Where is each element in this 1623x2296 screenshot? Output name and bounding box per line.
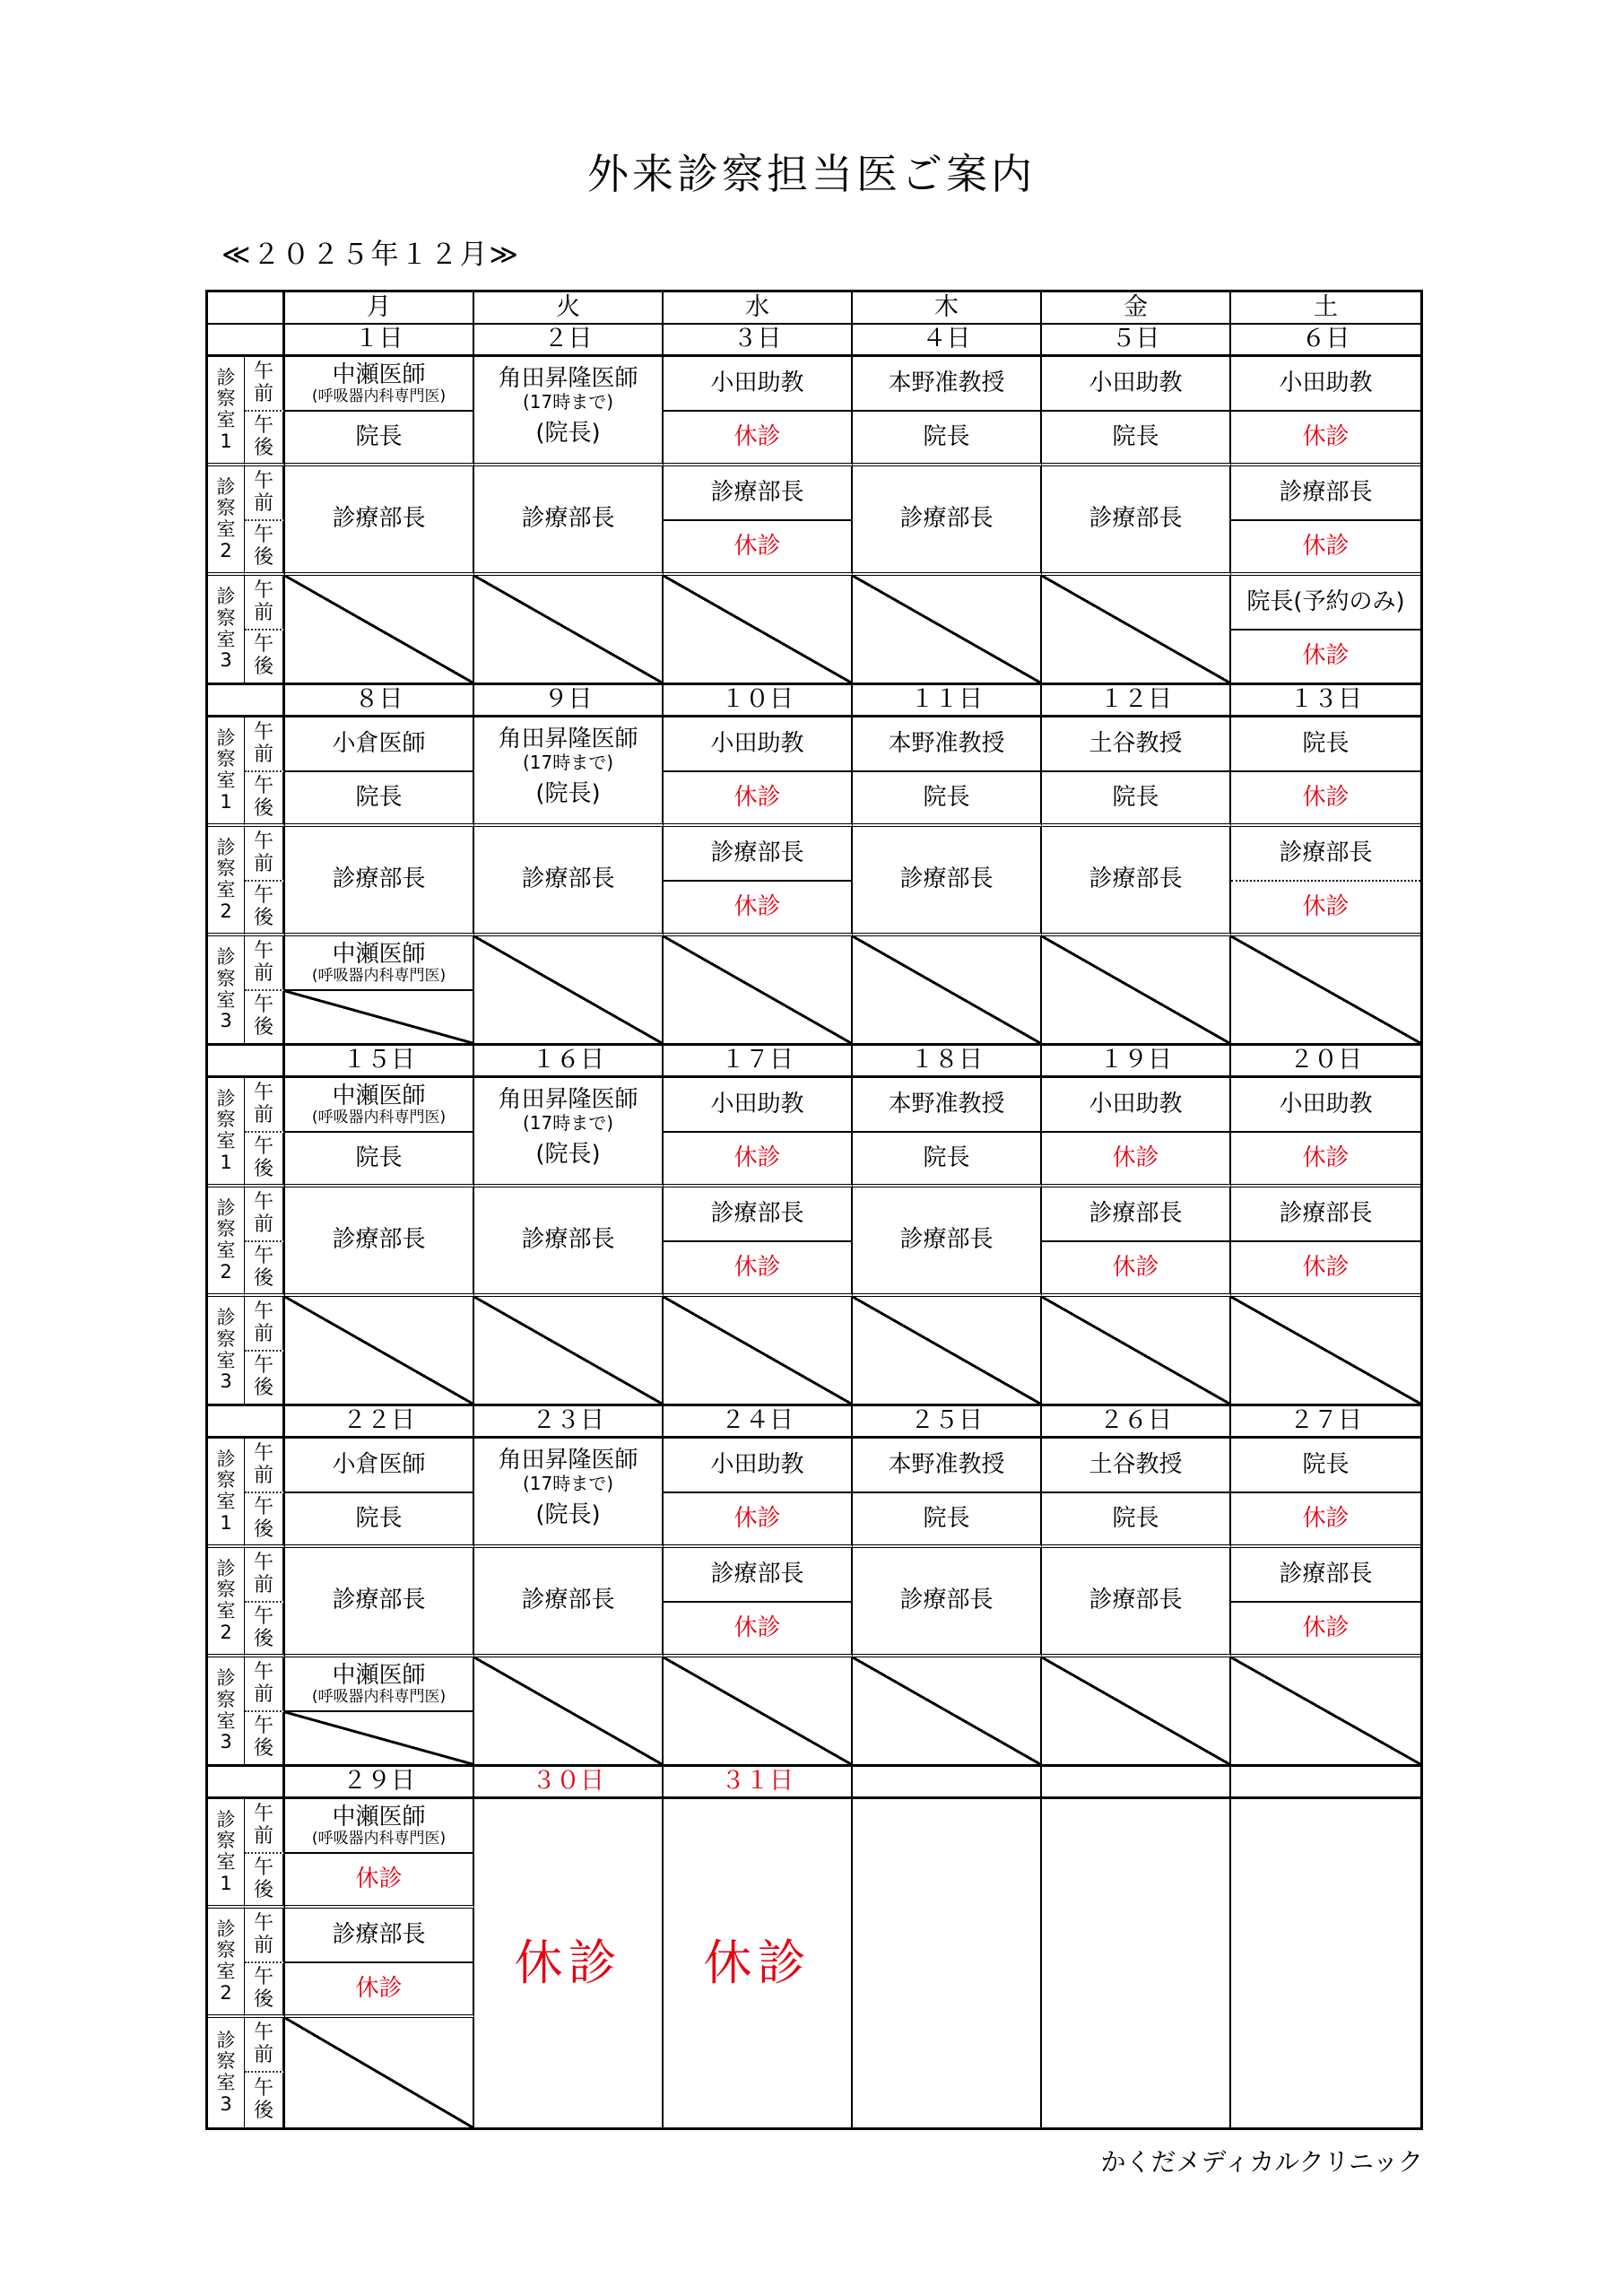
closed-cell: 休診 (664, 1603, 853, 1657)
doctor-cell: 本野准教授 (853, 1439, 1042, 1493)
diagonal-cell (1042, 576, 1231, 685)
weekday-header: 火 (474, 292, 664, 325)
date-cell: ３１日 (664, 1767, 853, 1799)
closed-cell: 休診 (1231, 631, 1420, 685)
weekday-header: 水 (664, 292, 853, 325)
week-block (208, 1046, 1420, 1406)
date-cell: １６日 (474, 1046, 664, 1078)
closed-cell: 休診 (1231, 772, 1420, 827)
empty-cell (1231, 1799, 1420, 2127)
date-cell: ２０日 (1231, 1046, 1420, 1078)
doctor-cell: 中瀬医師 (呼吸器内科専門医) (285, 357, 474, 412)
weekday-header: 月 (285, 292, 474, 325)
date-cell: １０日 (664, 685, 853, 718)
doctor-cell: 本野准教授 (853, 718, 1042, 772)
closed-cell: 休診 (285, 1963, 474, 2018)
doctor-cell: 診療部長 (1042, 827, 1231, 936)
pm-label: 午 後 (245, 1133, 285, 1187)
doctor-cell: 小田助教 (1231, 1078, 1420, 1133)
am-label: 午 前 (245, 2018, 285, 2073)
diagonal-cell (285, 2018, 474, 2127)
doctor-cell: 診療部長 (853, 1187, 1042, 1297)
diagonal-cell (285, 1712, 474, 1767)
date-cell: ２２日 (285, 1406, 474, 1439)
date-cell: ６日 (1231, 325, 1420, 357)
date-cell: ２５日 (853, 1406, 1042, 1439)
weekday-header-row (208, 292, 1420, 325)
date-cell (853, 1767, 1042, 1799)
weekday-header: 土 (1231, 292, 1420, 325)
doctor-cell: 診療部長 (1231, 1187, 1420, 1242)
closed-cell: 休診 (664, 1242, 853, 1297)
doctor-cell: 診療部長 (1231, 466, 1420, 521)
date-cell: ３０日 (474, 1767, 664, 1799)
doctor-cell: 院長 (1042, 1493, 1231, 1548)
date-cell: １９日 (1042, 1046, 1231, 1078)
am-label: 午 前 (245, 1799, 285, 1854)
schedule-table (205, 290, 1423, 2130)
pm-label: 午 後 (245, 1854, 285, 1909)
weekday-header: 木 (853, 292, 1042, 325)
closed-cell: 休診 (1231, 1603, 1420, 1657)
am-label: 午 前 (245, 1078, 285, 1133)
diagonal-cell (1231, 1657, 1420, 1767)
doctor-cell: 小田助教 (664, 357, 853, 412)
header-spacer (208, 292, 285, 325)
diagonal-cell (664, 1657, 853, 1767)
date-cell: ９日 (474, 685, 664, 718)
doctor-cell: 院長 (853, 412, 1042, 466)
doctor-cell: 診療部長 (474, 1187, 664, 1297)
doctor-cell: 診療部長 (1042, 1548, 1231, 1657)
am-label: 午 前 (245, 827, 285, 882)
am-label: 午 前 (245, 1297, 285, 1352)
date-cell: １５日 (285, 1046, 474, 1078)
closed-cell: 休診 (664, 772, 853, 827)
doctor-cell: 中瀬医師 (呼吸器内科専門医) (285, 1657, 474, 1712)
doctor-cell: 院長 (285, 772, 474, 827)
room-label: 診 察 室 1 (208, 357, 245, 466)
doctor-cell: 角田昇隆医師 (17時まで) (院長) (474, 357, 664, 466)
doctor-cell: 小田助教 (664, 718, 853, 772)
am-label: 午 前 (245, 1187, 285, 1242)
diagonal-cell (853, 1657, 1042, 1767)
closed-cell: 休診 (1231, 1242, 1420, 1297)
date-spacer (208, 325, 285, 357)
date-cell: ２９日 (285, 1767, 474, 1799)
diagonal-cell (474, 1657, 664, 1767)
doctor-cell: 診療部長 (853, 466, 1042, 576)
closed-cell: 休診 (664, 412, 853, 466)
diagonal-cell (664, 936, 853, 1046)
doctor-cell: 診療部長 (285, 827, 474, 936)
diagonal-cell (474, 576, 664, 685)
doctor-cell: 角田昇隆医師 (17時まで) (院長) (474, 718, 664, 827)
pm-label: 午 後 (245, 1493, 285, 1548)
doctor-cell: 診療部長 (285, 1909, 474, 1963)
doctor-cell: 小田助教 (664, 1439, 853, 1493)
am-label: 午 前 (245, 718, 285, 772)
pm-label: 午 後 (245, 521, 285, 576)
date-cell: １８日 (853, 1046, 1042, 1078)
pm-label: 午 後 (245, 1242, 285, 1297)
doctor-cell: 院長 (853, 772, 1042, 827)
room-label: 診 察 室 1 (208, 1799, 245, 1909)
date-spacer (208, 1767, 285, 1799)
date-cell: １３日 (1231, 685, 1420, 718)
date-cell: １１日 (853, 685, 1042, 718)
pm-label: 午 後 (245, 772, 285, 827)
room-label: 診 察 室 3 (208, 1297, 245, 1406)
diagonal-cell (1042, 936, 1231, 1046)
closed-cell: 休診 (474, 1799, 664, 2127)
pm-label: 午 後 (245, 1352, 285, 1406)
am-label: 午 前 (245, 1439, 285, 1493)
doctor-cell: 院長 (1042, 772, 1231, 827)
doctor-cell: 診療部長 (285, 466, 474, 576)
closed-cell: 休診 (285, 1854, 474, 1909)
room-label: 診 察 室 3 (208, 2018, 245, 2127)
room-label: 診 察 室 2 (208, 1548, 245, 1657)
room-label: 診 察 室 2 (208, 1187, 245, 1297)
diagonal-cell (853, 1297, 1042, 1406)
am-label: 午 前 (245, 936, 285, 991)
room-label: 診 察 室 3 (208, 1657, 245, 1767)
page-title: 外来診察担当医ご案内 (587, 150, 1036, 198)
diagonal-cell (1231, 1297, 1420, 1406)
date-cell: １日 (285, 325, 474, 357)
closed-cell: 休診 (664, 1133, 853, 1187)
week-block (208, 1767, 1420, 2127)
empty-cell (853, 1799, 1042, 2127)
doctor-cell: 診療部長 (474, 466, 664, 576)
doctor-cell: 角田昇隆医師 (17時まで) (院長) (474, 1439, 664, 1548)
doctor-cell: 本野准教授 (853, 1078, 1042, 1133)
date-spacer (208, 1046, 285, 1078)
room-label: 診 察 室 1 (208, 1439, 245, 1548)
doctor-cell: 診療部長 (853, 1548, 1042, 1657)
room-label: 診 察 室 3 (208, 936, 245, 1046)
diagonal-cell (285, 991, 474, 1046)
am-label: 午 前 (245, 357, 285, 412)
closed-cell: 休診 (1042, 1133, 1231, 1187)
closed-cell: 休診 (664, 1799, 853, 2127)
empty-cell (1042, 1799, 1231, 2127)
doctor-cell: 診療部長 (1042, 466, 1231, 576)
am-label: 午 前 (245, 466, 285, 521)
week-block (208, 325, 1420, 685)
doctor-cell: 土谷教授 (1042, 718, 1231, 772)
doctor-cell: 院長 (285, 412, 474, 466)
date-cell: ２７日 (1231, 1406, 1420, 1439)
am-label: 午 前 (245, 1657, 285, 1712)
date-cell: ２６日 (1042, 1406, 1231, 1439)
closed-cell: 休診 (1231, 521, 1420, 576)
month-label: ≪２０２５年１２月≫ (221, 239, 520, 271)
am-label: 午 前 (245, 576, 285, 631)
diagonal-cell (1042, 1297, 1231, 1406)
closed-cell: 休診 (1231, 412, 1420, 466)
doctor-cell: 院長 (285, 1133, 474, 1187)
doctor-cell: 診療部長 (1231, 1548, 1420, 1603)
closed-cell: 休診 (1042, 1242, 1231, 1297)
doctor-cell: 院長 (1231, 1439, 1420, 1493)
pm-label: 午 後 (245, 412, 285, 466)
diagonal-cell (474, 1297, 664, 1406)
diagonal-cell (285, 576, 474, 685)
room-label: 診 察 室 2 (208, 827, 245, 936)
diagonal-cell (1231, 936, 1420, 1046)
clinic-name: かくだメディカルクリニック (1100, 2147, 1423, 2177)
doctor-cell: 院長 (853, 1493, 1042, 1548)
date-cell: ２４日 (664, 1406, 853, 1439)
date-cell: ３日 (664, 325, 853, 357)
pm-label: 午 後 (245, 882, 285, 936)
week-block (208, 1406, 1420, 1767)
doctor-cell: 診療部長 (853, 827, 1042, 936)
date-cell: １７日 (664, 1046, 853, 1078)
doctor-cell: 診療部長 (474, 1548, 664, 1657)
diagonal-cell (853, 936, 1042, 1046)
diagonal-cell (474, 936, 664, 1046)
doctor-cell: 院長 (1231, 718, 1420, 772)
am-label: 午 前 (245, 1548, 285, 1603)
date-cell: １２日 (1042, 685, 1231, 718)
doctor-cell: 中瀬医師 (呼吸器内科専門医) (285, 936, 474, 991)
diagonal-cell (285, 1297, 474, 1406)
diagonal-cell (664, 576, 853, 685)
doctor-cell: 診療部長 (1042, 1187, 1231, 1242)
pm-label: 午 後 (245, 991, 285, 1046)
doctor-cell: 診療部長 (285, 1187, 474, 1297)
am-label: 午 前 (245, 1909, 285, 1963)
date-cell: ２日 (474, 325, 664, 357)
room-label: 診 察 室 1 (208, 1078, 245, 1187)
pm-label: 午 後 (245, 1603, 285, 1657)
diagonal-cell (664, 1297, 853, 1406)
doctor-cell: 診療部長 (664, 466, 853, 521)
doctor-cell: 診療部長 (664, 1548, 853, 1603)
doctor-cell: 診療部長 (664, 1187, 853, 1242)
doctor-cell: 院長 (285, 1493, 474, 1548)
doctor-cell: 角田昇隆医師 (17時まで) (院長) (474, 1078, 664, 1187)
diagonal-cell (853, 576, 1042, 685)
diagonal-cell (1042, 1657, 1231, 1767)
date-cell: ２３日 (474, 1406, 664, 1439)
doctor-cell: 院長 (853, 1133, 1042, 1187)
room-label: 診 察 室 2 (208, 1909, 245, 2018)
date-spacer (208, 685, 285, 718)
pm-label: 午 後 (245, 1712, 285, 1767)
pm-label: 午 後 (245, 2073, 285, 2127)
doctor-cell: 院長 (1042, 412, 1231, 466)
closed-cell: 休診 (664, 882, 853, 936)
date-spacer (208, 1406, 285, 1439)
doctor-cell: 院長(予約のみ) (1231, 576, 1420, 631)
doctor-cell: 中瀬医師 (呼吸器内科専門医) (285, 1799, 474, 1854)
doctor-cell: 小田助教 (1042, 1078, 1231, 1133)
doctor-cell: 土谷教授 (1042, 1439, 1231, 1493)
room-label: 診 察 室 3 (208, 576, 245, 685)
doctor-cell: 小田助教 (664, 1078, 853, 1133)
closed-cell: 休診 (1231, 1493, 1420, 1548)
room-label: 診 察 室 1 (208, 718, 245, 827)
date-cell (1042, 1767, 1231, 1799)
pm-label: 午 後 (245, 1963, 285, 2018)
doctor-cell: 診療部長 (474, 827, 664, 936)
doctor-cell: 小倉医師 (285, 1439, 474, 1493)
doctor-cell: 小田助教 (1042, 357, 1231, 412)
date-cell: ８日 (285, 685, 474, 718)
date-cell: ５日 (1042, 325, 1231, 357)
closed-cell: 休診 (1231, 882, 1420, 936)
pm-label: 午 後 (245, 631, 285, 685)
date-cell: ４日 (853, 325, 1042, 357)
doctor-cell: 中瀬医師 (呼吸器内科専門医) (285, 1078, 474, 1133)
weekday-header: 金 (1042, 292, 1231, 325)
week-block (208, 685, 1420, 1046)
doctor-cell: 小田助教 (1231, 357, 1420, 412)
room-label: 診 察 室 2 (208, 466, 245, 576)
doctor-cell: 本野准教授 (853, 357, 1042, 412)
doctor-cell: 診療部長 (664, 827, 853, 882)
doctor-cell: 診療部長 (1231, 827, 1420, 882)
closed-cell: 休診 (664, 521, 853, 576)
doctor-cell: 小倉医師 (285, 718, 474, 772)
doctor-cell: 診療部長 (285, 1548, 474, 1657)
date-cell (1231, 1767, 1420, 1799)
closed-cell: 休診 (664, 1493, 853, 1548)
closed-cell: 休診 (1231, 1133, 1420, 1187)
